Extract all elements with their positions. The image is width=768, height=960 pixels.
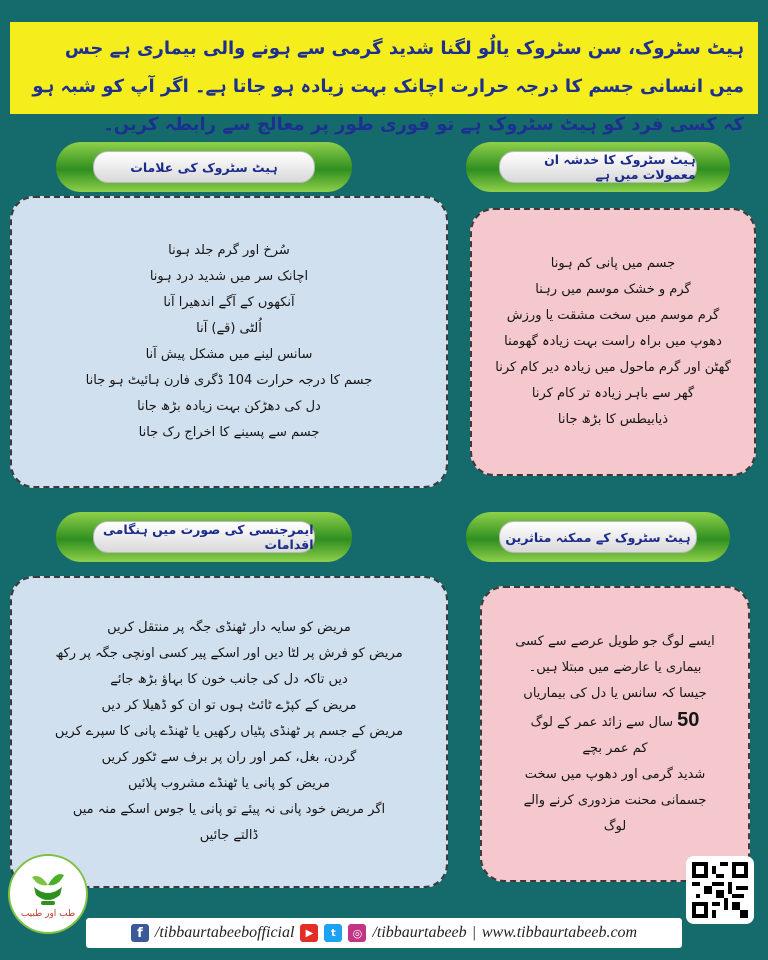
affected-item: بیماری یا عارضے میں مبتلا ہیں۔ — [528, 659, 702, 675]
emergency-item: مریض کو سایہ دار ٹھنڈی جگہ پر منتقل کریں — [107, 620, 351, 635]
qr-code — [686, 856, 754, 924]
risk-item: جسم میں پانی کم ہونا — [550, 256, 676, 271]
affected-title: ہیٹ سٹروک کے ممکنہ متاثرین — [505, 529, 691, 545]
risks-header — [466, 142, 730, 192]
facebook-icon[interactable]: f — [131, 924, 149, 942]
affected-card — [480, 586, 750, 882]
risk-item: گھر سے باہر زیادہ تر کام کرنا — [531, 386, 695, 401]
risk-item: دھوپ میں براہ راست بہت زیادہ گھومنا — [504, 334, 722, 349]
symptom-item: اچانک سر میں شدید درد ہونا — [149, 269, 309, 284]
affected-item: لوگ — [603, 818, 627, 834]
emergency-item: مریض کو فرش پر لٹا دیں اور اسکے پیر کسی اونچی جگہ پر رکھ — [55, 646, 403, 661]
social-handle[interactable]: /tibbaurtabeeb — [372, 924, 467, 941]
symptom-item: اُلٹی (قے) آنا — [196, 321, 262, 336]
affected-item: جسمانی محنت مزدوری کرنے والے — [523, 792, 707, 808]
emergency-item: دیں تاکہ دل کی جانب خون کا بہاؤ بڑھ جائے — [110, 672, 348, 687]
symptom-item: دل کی دھڑکن بہت زیادہ بڑھ جانا — [137, 399, 321, 414]
twitter-icon[interactable]: t — [324, 924, 342, 942]
symptom-item: آنکھوں کے آگے اندھیرا آنا — [163, 295, 295, 310]
emergency-title: ایمرجنسی کی صورت میں ہنگامی اقدامات — [103, 522, 314, 552]
affected-item: جیسا کہ سانس یا دل کی بیماریاں — [523, 685, 707, 701]
top-banner: ہیٹ سٹروک، سن سٹروک یالُو لگنا شدید گرمی سے ہونے والی بیماری ہے جس میں انسانی جسم کا درجہ حرارت اچانک بہت زیادہ ہو جاتا ہے۔ اگر آپ کو شبہ ہو کہ کسی فرد کو ہیٹ سٹروک ہے تو فوری طور پر معالج سے رابطہ کریں۔ — [10, 22, 758, 114]
emergency-card — [10, 576, 448, 888]
symptom-item: سانس لینے میں مشکل پیش آنا — [145, 347, 313, 362]
emergency-item: گردن، بغل، کمر اور ران پر برف سے ٹکور کریں — [101, 750, 357, 765]
risks-card — [470, 208, 756, 476]
symptoms-header — [56, 142, 352, 192]
symptom-item: جسم سے پسینے کا اخراج رک جانا — [138, 425, 320, 440]
emergency-item: مریض کے جسم پر ٹھنڈی پٹیاں رکھیں یا ٹھنڈے پانی کا سپرے کریں — [54, 724, 404, 739]
mortar-leaf-icon — [26, 869, 70, 909]
symptom-item: سُرخ اور گرم جلد ہونا — [168, 243, 290, 258]
risk-item: ذیابیطس کا بڑھ جانا — [557, 412, 669, 427]
affected-item: کم عمر بچے — [582, 740, 648, 756]
emergency-item: اگر مریض خود پانی نہ پیئے تو پانی یا جوس اسکے منہ میں — [72, 802, 386, 817]
emergency-header — [56, 512, 352, 562]
affected-header — [466, 512, 730, 562]
footer-bar — [86, 918, 682, 948]
qr-code-icon — [692, 862, 748, 918]
symptoms-title: ہیٹ سٹروک کی علامات — [130, 159, 278, 175]
risks-title: ہیٹ سٹروک کا خدشہ ان معمولات میں ہے — [544, 152, 696, 182]
affected-item: شدید گرمی اور دھوپ میں سخت — [524, 766, 706, 782]
risk-item: گرم و خشک موسم میں رہنا — [535, 282, 691, 297]
emergency-item: مریض کو پانی یا ٹھنڈے مشروب پلائیں — [127, 776, 331, 791]
symptom-item: جسم کا درجہ حرارت 104 ڈگری فارن ہائیٹ ہو جانا — [85, 373, 373, 388]
brand-logo — [8, 854, 88, 934]
logo-text: طب اور طبیب — [20, 909, 76, 919]
youtube-icon[interactable]: ▶ — [300, 924, 318, 942]
affected-age-line — [482, 707, 748, 736]
instagram-icon[interactable]: ◎ — [348, 924, 366, 942]
facebook-handle[interactable]: /tibbaurtabeebofficial — [154, 924, 295, 941]
website-link[interactable]: www.tibbaurtabeeb.com — [481, 924, 638, 941]
emergency-item: مریض کے کپڑے ٹائٹ ہوں تو ان کو ڈھیلا کر دیں — [101, 698, 357, 713]
emergency-item: ڈالتے جائیں — [199, 828, 259, 843]
divider: | — [472, 924, 476, 941]
affected-item: ایسے لوگ جو طویل عرصے سے کسی — [515, 633, 715, 649]
age-number: 50 — [677, 708, 700, 731]
risk-item: گرم موسم میں سخت مشقت یا ورزش — [506, 308, 720, 323]
risk-item: گھٹن اور گرم ماحول میں زیادہ دیر کام کرنا — [495, 360, 731, 375]
symptoms-card — [10, 196, 448, 488]
age-text: سال سے زائد عمر کے لوگ — [530, 714, 673, 730]
